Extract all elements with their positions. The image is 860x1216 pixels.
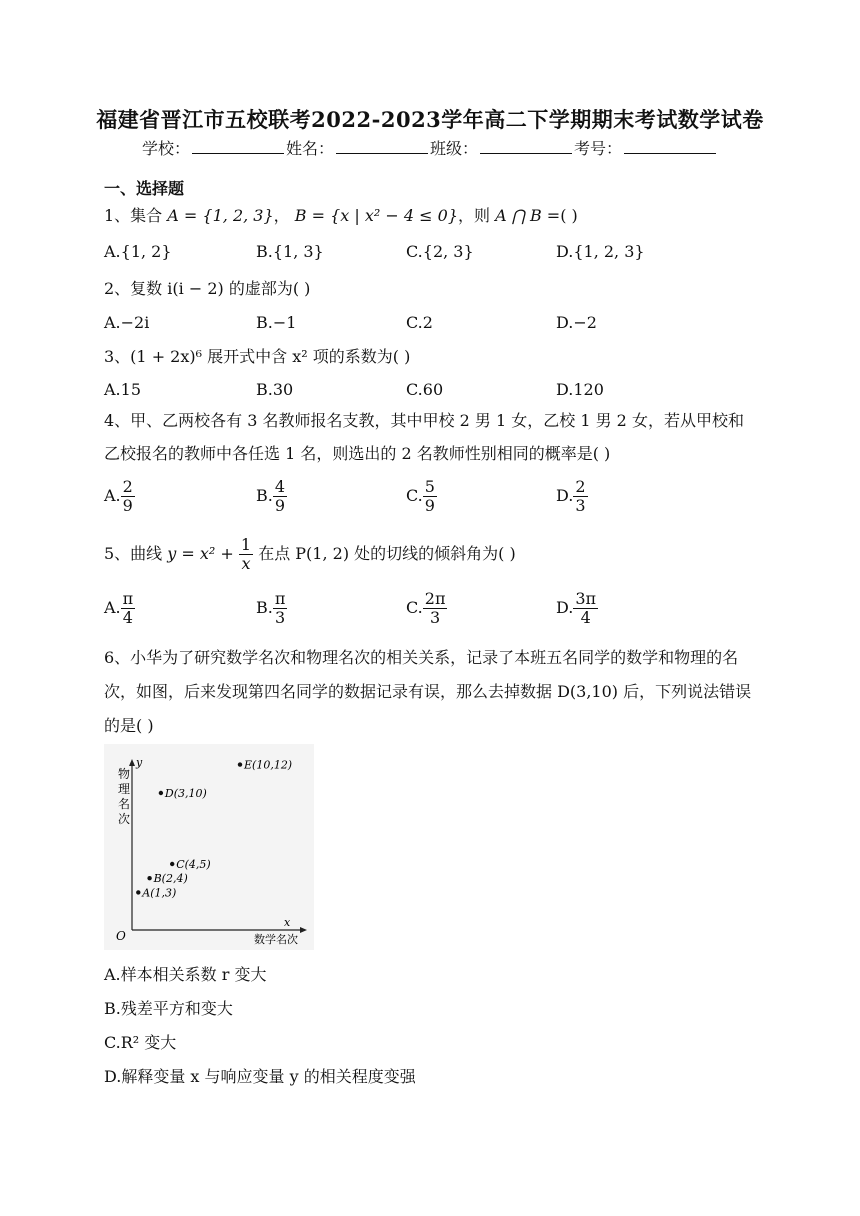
q4-option-c-label: C. — [406, 486, 423, 505]
student-info-line — [0, 136, 860, 159]
q4-option-d[interactable] — [556, 478, 588, 515]
point-label: B(2,4) — [153, 872, 188, 886]
q3-option-c[interactable]: C.60 — [406, 380, 444, 399]
y-axis-label: 物理名次 — [118, 767, 131, 826]
q5-option-b-label: B. — [256, 598, 273, 617]
q4-option-c-fraction — [423, 478, 437, 515]
q5-a-num: π — [122, 589, 134, 608]
q4-option-b-fraction — [273, 478, 287, 515]
q5-frac-den: x — [241, 554, 251, 573]
number-blank[interactable] — [624, 139, 716, 154]
scatter-point — [238, 762, 242, 766]
q6-option-a[interactable]: A.样本相关系数 r 变大 — [104, 965, 267, 984]
q4-c-num: 5 — [424, 477, 435, 496]
class-blank[interactable] — [480, 139, 572, 154]
q2-option-c[interactable]: C.2 — [406, 313, 433, 332]
name-label: 姓名： — [285, 139, 334, 158]
q5-option-c-fraction — [423, 590, 448, 627]
q4-option-d-fraction — [573, 478, 587, 515]
q5-option-d-fraction — [573, 590, 598, 627]
scatter-plot — [104, 744, 314, 950]
q1-set-a: A = {1, 2, 3} — [167, 206, 274, 225]
q1-set-b: B = {x | x² − 4 ≤ 0} — [294, 206, 458, 225]
q5-a-den: 4 — [122, 608, 133, 627]
school-label: 学校： — [141, 139, 190, 158]
q1-expr: A ⋂ B = — [495, 206, 561, 225]
q3-options — [104, 380, 754, 404]
q6-option-c[interactable]: C.R² 变大 — [104, 1033, 177, 1052]
question-6: 6、小华为了研究数学名次和物理名次的相关关系，记录了本班五名同学的数学和物理的名次，如图，后来发现第四名同学的数据记录有误，那么去掉数据 D(3,10) 后，下列说法错误的是( ) — [104, 648, 752, 735]
q4-a-den: 9 — [122, 496, 133, 515]
q4-option-b[interactable] — [256, 478, 287, 515]
q5-d-num: 3π — [575, 589, 597, 608]
q1-paren: ( ) — [560, 206, 578, 225]
q1-prefix: 1、集合 — [104, 206, 163, 225]
question-3: 3、(1 + 2x)⁶ 展开式中含 x² 项的系数为( ) — [104, 347, 411, 366]
q5-option-b[interactable] — [256, 590, 287, 627]
y-axis-name: y — [136, 756, 143, 769]
scatter-point — [147, 876, 151, 880]
q5-c-num: 2π — [424, 589, 446, 608]
q5-b-den: 3 — [275, 608, 286, 627]
q2-option-b[interactable]: B.−1 — [256, 313, 297, 332]
q4-option-a-fraction — [121, 478, 135, 515]
q5-d-den: 4 — [580, 608, 591, 627]
q1-option-b[interactable]: B.{1, 3} — [256, 242, 324, 261]
q2-options — [104, 313, 754, 337]
q5-frac-num: 1 — [240, 535, 252, 554]
question-1 — [104, 203, 578, 226]
question-4: 4、甲、乙两校各有 3 名教师报名支教，其中甲校 2 男 1 女，乙校 1 男 2 女，若从甲校和乙校报名的教师中各任选 1 名，则选出的 2 名教师性别相同的概率是( ) — [104, 411, 744, 463]
q4-option-c[interactable] — [406, 478, 437, 515]
q4-option-b-label: B. — [256, 486, 273, 505]
figure-background — [104, 744, 314, 950]
question-5 — [104, 536, 516, 573]
q2-option-d[interactable]: D.−2 — [556, 313, 597, 332]
q5-curve: y = x² + — [167, 544, 234, 563]
q5-option-d-label: D. — [556, 598, 574, 617]
q5-fraction — [239, 536, 253, 573]
q5-suffix: 在点 P(1, 2) 处的切线的倾斜角为( ) — [258, 544, 516, 563]
section-title: 一、选择题 — [104, 179, 185, 198]
q5-options — [104, 590, 754, 632]
q4-b-den: 9 — [274, 496, 286, 515]
q4-option-a[interactable] — [104, 478, 135, 515]
q5-option-d[interactable] — [556, 590, 598, 627]
class-label: 班级： — [430, 139, 479, 158]
q2-option-a[interactable]: A.−2i — [104, 313, 150, 332]
scatter-point — [170, 862, 174, 866]
scatter-point — [136, 890, 140, 894]
q4-a-num: 2 — [122, 477, 133, 496]
q4-option-d-label: D. — [556, 486, 574, 505]
q3-option-b[interactable]: B.30 — [256, 380, 294, 399]
point-label: C(4,5) — [176, 858, 211, 871]
q5-prefix: 5、曲线 — [104, 544, 163, 563]
q5-c-den: 3 — [430, 608, 441, 627]
q4-d-num: 2 — [575, 477, 586, 496]
x-axis-name: x — [284, 916, 291, 929]
point-label: E(10,12) — [244, 758, 293, 772]
name-blank[interactable] — [336, 139, 428, 154]
q1-then: ，则 — [458, 206, 491, 225]
scatter-point — [159, 791, 163, 795]
x-axis-label: 数学名次 — [254, 933, 298, 946]
q4-options — [104, 478, 754, 520]
q4-d-den: 3 — [575, 496, 586, 515]
point-label: A(1,3) — [142, 886, 177, 900]
q1-option-c[interactable]: C.{2, 3} — [406, 242, 474, 261]
question-2: 2、复数 i(i − 2) 的虚部为( ) — [104, 279, 311, 298]
number-label: 考号： — [574, 139, 623, 158]
q3-option-a[interactable]: A.15 — [104, 380, 141, 399]
origin-label: O — [116, 929, 126, 943]
q5-option-a[interactable] — [104, 590, 135, 627]
school-blank[interactable] — [192, 139, 284, 154]
q5-option-c-label: C. — [406, 598, 423, 617]
q1-option-a[interactable]: A.{1, 2} — [104, 242, 172, 261]
q3-option-d[interactable]: D.120 — [556, 380, 604, 399]
q4-option-a-label: A. — [104, 486, 121, 505]
q5-option-a-fraction — [121, 590, 136, 627]
q6-option-b[interactable]: B.残差平方和变大 — [104, 999, 233, 1018]
q5-option-c[interactable] — [406, 590, 447, 627]
q4-b-num: 4 — [274, 477, 286, 496]
point-label: D(3,10) — [164, 787, 207, 800]
q5-option-a-label: A. — [104, 598, 121, 617]
q5-b-num: π — [274, 589, 286, 608]
page-title: 福建省晋江市五校联考2022-2023学年高二下学期期末考试数学试卷 — [96, 107, 764, 132]
q5-option-b-fraction — [273, 590, 288, 627]
q4-c-den: 9 — [424, 496, 435, 515]
q1-comma: ， — [273, 206, 290, 225]
q6-option-d[interactable]: D.解释变量 x 与响应变量 y 的相关程度变强 — [104, 1067, 416, 1086]
q1-option-d[interactable]: D.{1, 2, 3} — [556, 242, 645, 261]
q1-options — [104, 242, 754, 266]
